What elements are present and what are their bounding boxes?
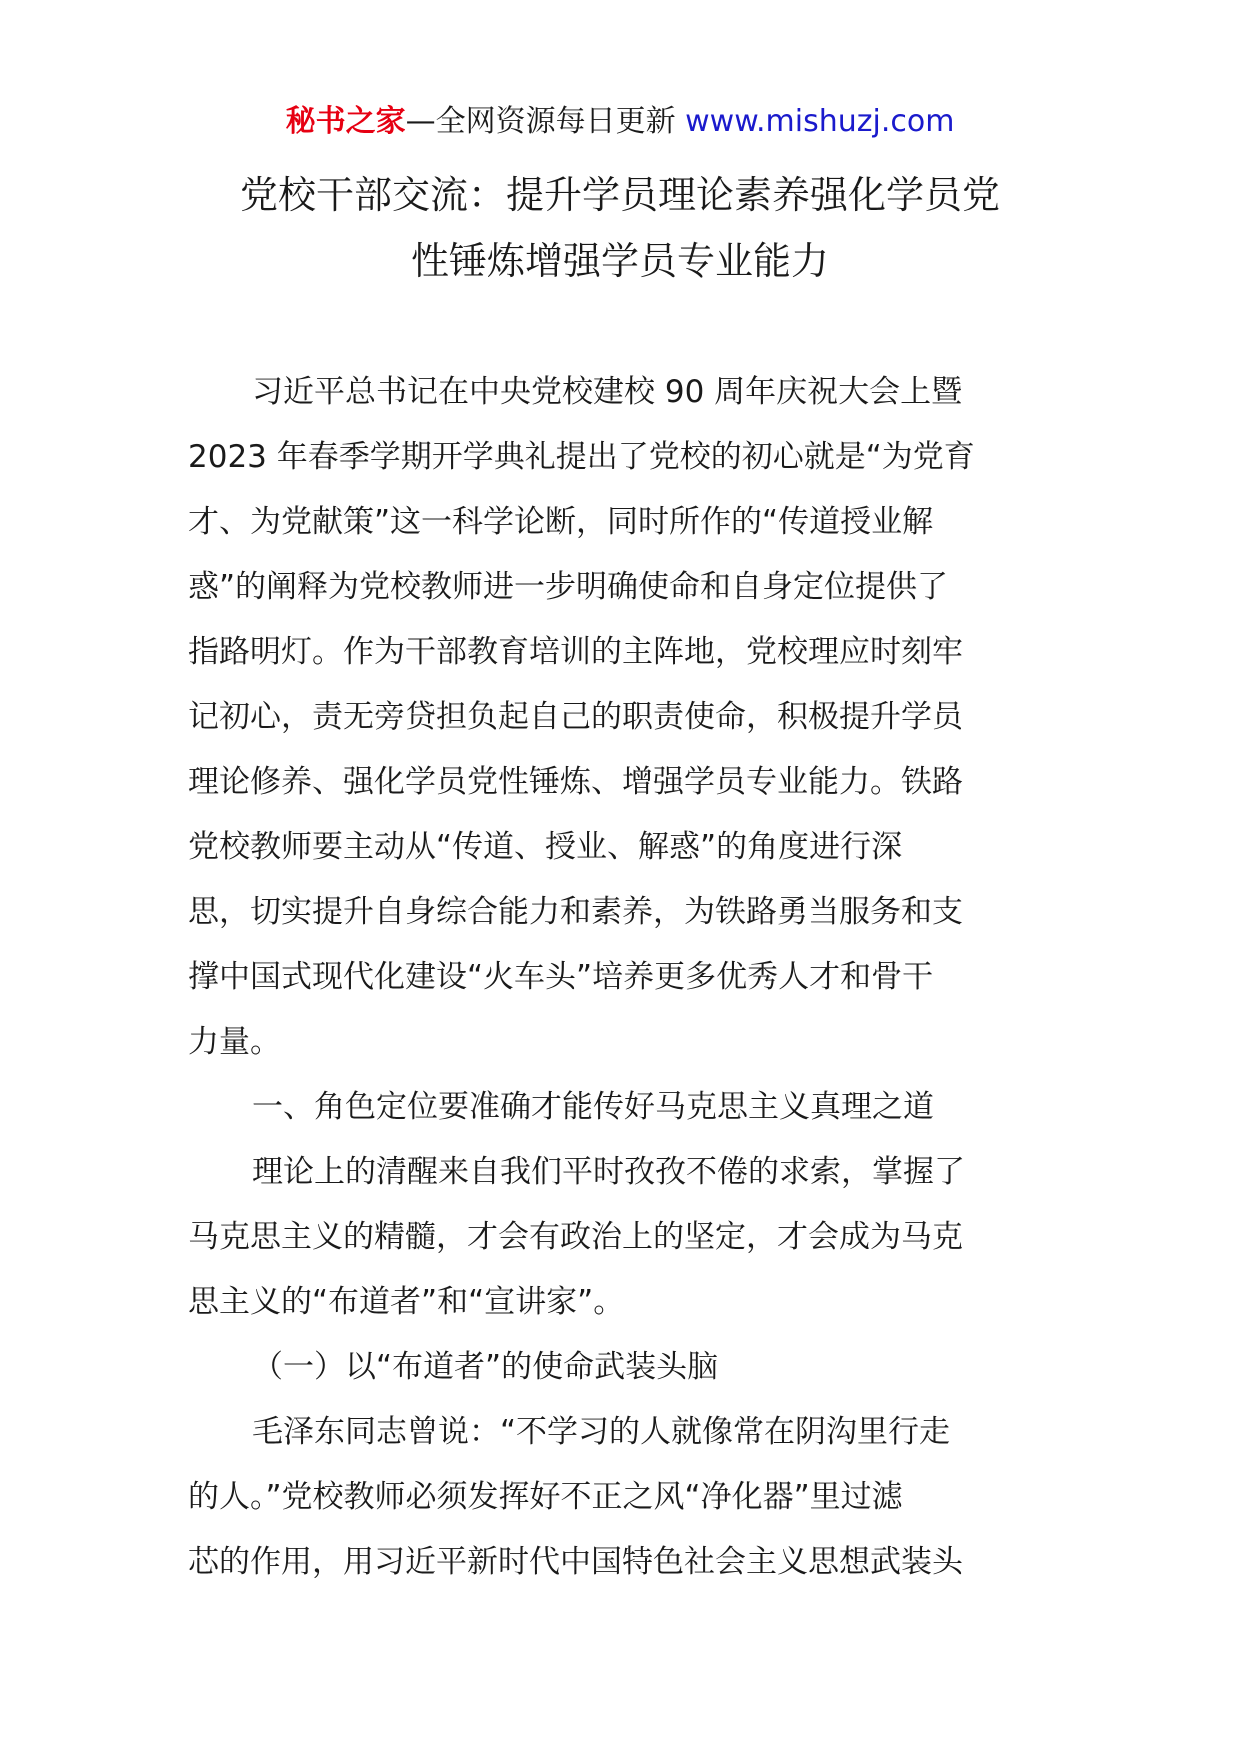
body-line: 党校教师要主动从“传道、授业、解惑”的角度进行深 (188, 829, 903, 865)
body-line: 惑”的阐释为党校教师进一步明确使命和自身定位提供了 (188, 569, 949, 605)
body-line: 马克思主义的精髓，才会有政治上的坚定，才会成为马克 (188, 1219, 963, 1255)
body-line: 习近平总书记在中央党校建校 90 周年庆祝大会上暨 (252, 374, 963, 410)
body-line: 芯的作用，用习近平新时代中国特色社会主义思想武装头 (188, 1544, 963, 1580)
body-line: 记初心，责无旁贷担负起自己的职责使命，积极提升学员 (188, 699, 963, 735)
body-line: 2023 年春季学期开学典礼提出了党校的初心就是“为党育 (188, 439, 975, 475)
body-line: 思，切实提升自身综合能力和素养，为铁路勇当服务和支 (188, 894, 963, 930)
site-url-link[interactable]: www.mishuzj.com (685, 104, 955, 139)
body-line: 的人。”党校教师必须发挥好不正之风“净化器”里过滤 (188, 1479, 903, 1515)
title-line-2: 性锤炼增强学员专业能力 (410, 239, 829, 283)
body-line: 理论上的清醒来自我们平时孜孜不倦的求索，掌握了 (252, 1154, 965, 1190)
subsection-heading: （一）以“布道者”的使命武装头脑 (252, 1349, 719, 1385)
body-line: 力量。 (188, 1024, 281, 1060)
site-header (0, 102, 1240, 142)
body-line: 撑中国式现代化建设“火车头”培养更多优秀人才和骨干 (188, 959, 934, 995)
body-line: 毛泽东同志曾说：“不学习的人就像常在阴沟里行走 (252, 1414, 951, 1450)
document-title (150, 162, 1090, 294)
body-line: 理论修养、强化学员党性锤炼、增强学员专业能力。铁路 (188, 764, 963, 800)
title-line-1: 党校干部交流：提升学员理论素养强化学员党 (239, 173, 1000, 217)
brand-name: 秘书之家 (285, 104, 406, 139)
body-line: 指路明灯。作为干部教育培训的主阵地，党校理应时刻牢 (188, 634, 963, 670)
document-body (188, 360, 1056, 1595)
body-line: 思主义的“布道者”和“宣讲家”。 (188, 1284, 625, 1320)
body-line: 才、为党献策”这一科学论断，同时所作的“传道授业解 (188, 504, 934, 540)
section-heading: 一、角色定位要准确才能传好马克思主义真理之道 (252, 1089, 934, 1125)
header-tagline: —全网资源每日更新 (405, 104, 676, 139)
